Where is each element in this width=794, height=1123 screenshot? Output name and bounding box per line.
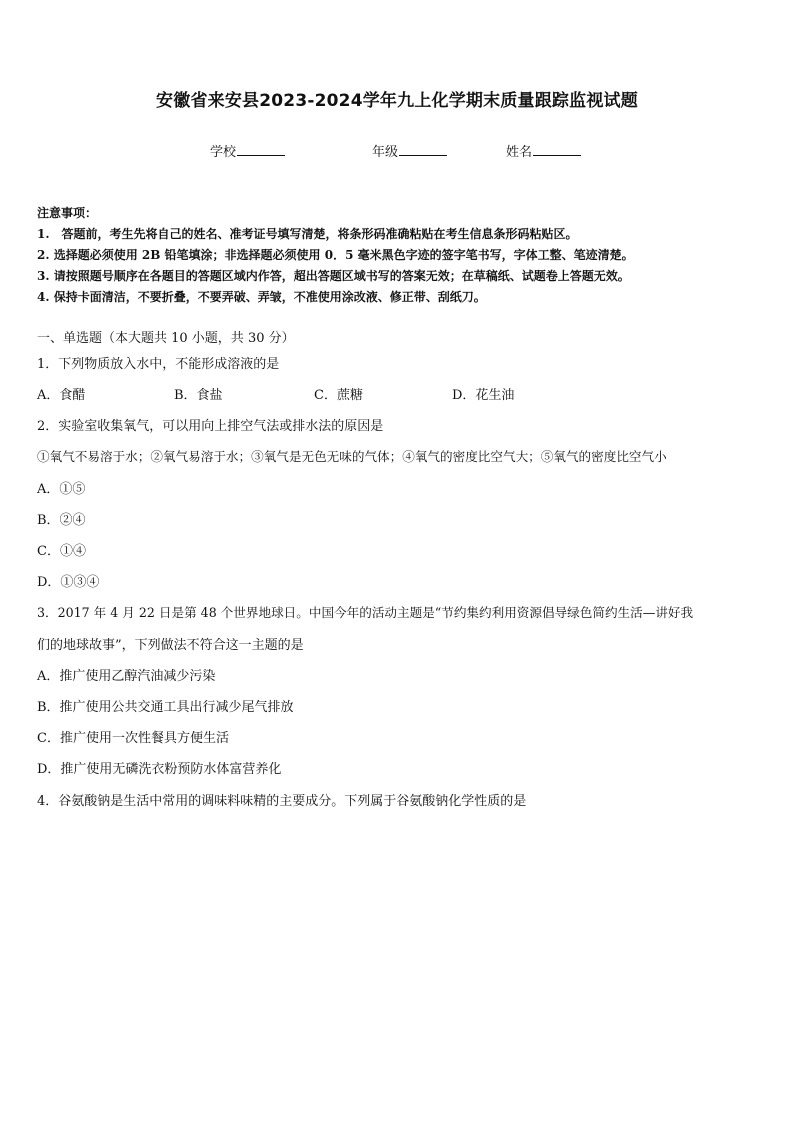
option-c: C．①④ bbox=[37, 544, 86, 559]
question-4-stem: 4．谷氨酸钠是生活中常用的调味料味精的主要成分。下列属于谷氨酸钠化学性质的是 bbox=[37, 794, 527, 809]
section-heading: 一、单选题（本大题共 10 小题，共 30 分） bbox=[37, 331, 295, 346]
exam-title: 安徽省来安县2023-2024学年九上化学期末质量跟踪监视试题 bbox=[156, 91, 638, 111]
question-2-stem: 2．实验室收集氧气，可以用向上排空气法或排水法的原因是 bbox=[37, 419, 384, 434]
option-d: D．①③④ bbox=[37, 575, 100, 590]
note-item: 4. 保持卡面清洁，不要折叠，不要弄破、弄皱，不准使用涂改液、修正带、刮纸刀。 bbox=[37, 290, 486, 304]
question-3-stem-line2: 们的地球故事”，下列做法不符合这一主题的是 bbox=[37, 638, 304, 653]
option-b: B．推广使用公共交通工具出行减少尾气排放 bbox=[37, 700, 294, 715]
note-item: 3. 请按照题号顺序在各题目的答题区域内作答，超出答题区域书写的答案无效；在草稿纸、试题卷上答题无效。 bbox=[37, 269, 630, 283]
note-item: 2. 选择题必须使用 2B 铅笔填涂；非选择题必须使用 0．5 毫米黑色字迹的签字笔书写，字体工整、笔迹清楚。 bbox=[37, 248, 634, 262]
question-3-stem-line1: 3．2017 年 4 月 22 日是第 48 个世界地球日。中国今年的活动主题是“节约集约利用资源倡导绿色简约生活—讲好我 bbox=[37, 605, 694, 620]
school-field bbox=[210, 141, 285, 160]
question-2-detail: ①氧气不易溶于水；②氧气易溶于水；③氧气是无色无味的气体；④氧气的密度比空气大；⑤氧气的密度比空气小 bbox=[37, 449, 667, 464]
note-item: 1. 答题前，考生先将自己的姓名、准考证号填写清楚，将条形码准确粘贴在考生信息条形码粘贴区。 bbox=[37, 227, 578, 241]
school-label: 学校 bbox=[210, 145, 237, 160]
notes-heading: 注意事项： bbox=[37, 206, 98, 220]
option-c: C．推广使用一次性餐具方便生活 bbox=[37, 731, 229, 746]
option-b: B．食盐 bbox=[174, 388, 223, 403]
option-b: B．②④ bbox=[37, 513, 86, 528]
name-field bbox=[506, 141, 581, 160]
question-1-stem: 1．下列物质放入水中，不能形成溶液的是 bbox=[37, 357, 280, 372]
grade-label: 年级 bbox=[372, 145, 399, 160]
option-a: A．推广使用乙醇汽油减少污染 bbox=[37, 669, 216, 684]
grade-field bbox=[372, 141, 447, 160]
grade-blank bbox=[399, 143, 447, 156]
name-label: 姓名 bbox=[506, 145, 533, 160]
option-d: D．推广使用无磷洗衣粉预防水体富营养化 bbox=[37, 762, 282, 777]
school-blank bbox=[237, 143, 285, 156]
name-blank bbox=[533, 143, 581, 156]
option-d: D．花生油 bbox=[452, 388, 515, 403]
option-c: C．蔗糖 bbox=[314, 388, 363, 403]
option-a: A．食醋 bbox=[37, 388, 86, 403]
notes-block bbox=[37, 203, 767, 308]
option-a: A．①⑤ bbox=[37, 482, 86, 497]
